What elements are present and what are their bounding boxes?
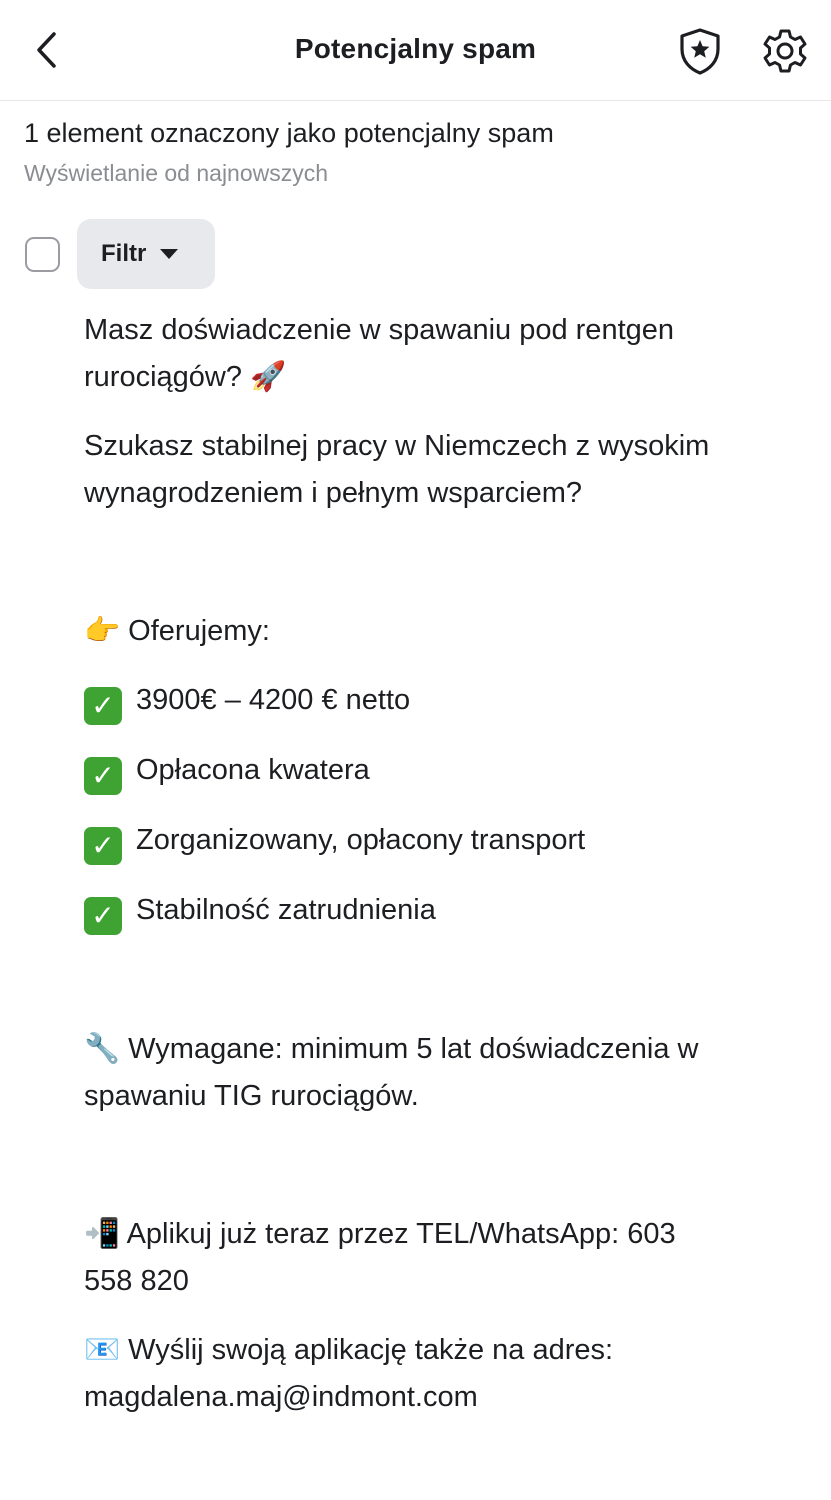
check-mark-icon: ✓ — [84, 757, 122, 795]
filter-button[interactable] — [77, 219, 215, 289]
offer-item: Stabilność zatrudnienia — [136, 894, 436, 926]
page-title: Potencjalny spam — [294, 33, 537, 64]
email-line: 📧 Wyślij swoją aplikację także na adres: — [84, 1334, 614, 1366]
message-line: wynagrodzeniem i pełnym wsparciem? — [84, 477, 583, 509]
top-bar — [0, 0, 831, 101]
apply-line: 📲 Aplikuj już teraz przez TEL/WhatsApp: 603 — [84, 1218, 676, 1250]
spam-count-label: 1 element oznaczony jako potencjalny spam — [24, 118, 554, 148]
email-line: magdalena.maj@indmont.com — [84, 1381, 478, 1413]
gear-icon — [762, 28, 808, 74]
offer-item: Opłacona kwatera — [136, 754, 370, 786]
offer-item: 3900€ – 4200 € netto — [136, 684, 411, 716]
offer-item: Zorganizowany, opłacony transport — [136, 824, 586, 856]
message-line: Masz doświadczenie w spawaniu pod rentgen — [84, 314, 675, 346]
message-line: Szukasz stabilnej pracy w Niemczech z wysokim — [84, 430, 710, 462]
check-mark-icon: ✓ — [84, 687, 122, 725]
apply-line: 558 820 — [84, 1265, 189, 1297]
filter-label: Filtr — [101, 240, 147, 267]
requirement-line: 🔧 Wymagane: minimum 5 lat doświadczenia w — [84, 1033, 699, 1065]
protection-button[interactable] — [676, 26, 724, 76]
select-all-checkbox[interactable] — [25, 237, 60, 272]
requirement-line: spawaniu TIG rurociągów. — [84, 1080, 419, 1112]
sort-order-label: Wyświetlanie od najnowszych — [24, 160, 329, 186]
settings-button[interactable] — [760, 26, 810, 76]
shield-star-icon — [678, 27, 722, 75]
offer-heading: 👉 Oferujemy: — [84, 615, 270, 647]
message-line: rurociągów? 🚀 — [84, 361, 287, 393]
message-preview[interactable] — [84, 307, 784, 1421]
caret-down-icon — [160, 249, 178, 259]
check-mark-icon: ✓ — [84, 827, 122, 865]
check-mark-icon: ✓ — [84, 897, 122, 935]
